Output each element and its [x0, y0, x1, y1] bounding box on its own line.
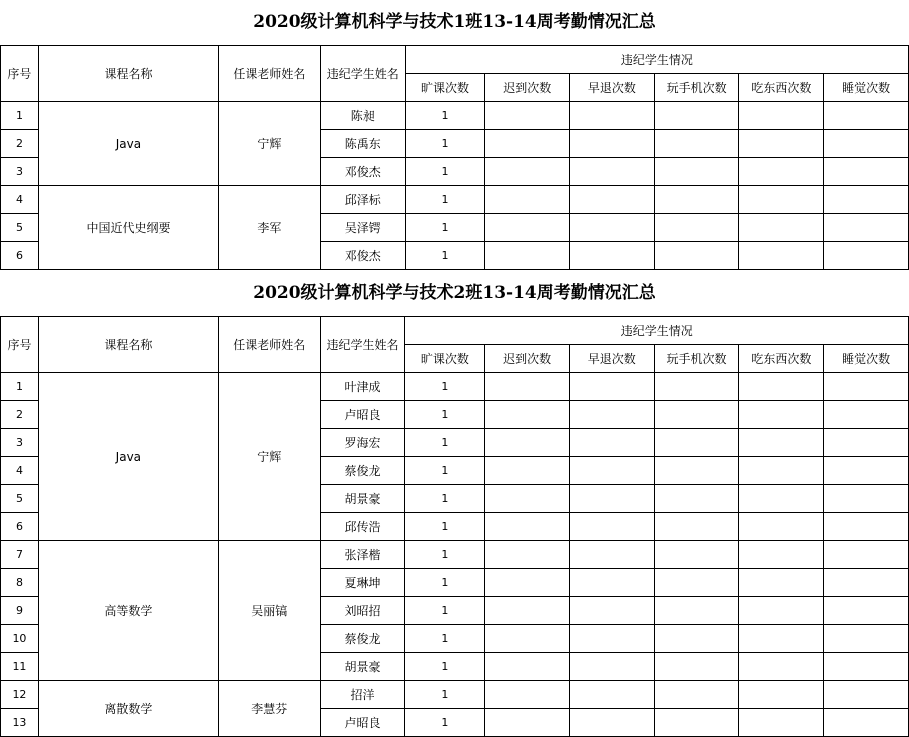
- late-count-cell: [485, 214, 570, 242]
- student-cell: 张泽楷: [320, 541, 405, 569]
- sleep-count-cell: [824, 597, 909, 625]
- sleep-count-header: 睡觉次数: [824, 345, 909, 373]
- sleep-count-cell: [824, 513, 909, 541]
- eat-count-cell: [739, 653, 824, 681]
- phone-count-cell: [654, 102, 739, 130]
- eat-count-cell: [739, 158, 824, 186]
- student-cell: 刘昭招: [320, 597, 405, 625]
- teacher-cell: 宁辉: [219, 102, 321, 186]
- table-row: [1, 186, 909, 214]
- sleep-count-cell: [824, 102, 909, 130]
- student-cell: 邓俊杰: [320, 158, 405, 186]
- course-cell: Java: [38, 373, 218, 541]
- sleep-count-cell: [824, 242, 909, 270]
- sleep-count-cell: [824, 457, 909, 485]
- phone-count-cell: [654, 242, 739, 270]
- seq-cell: 11: [1, 653, 39, 681]
- phone-count-cell: [654, 597, 739, 625]
- late-count-header: 迟到次数: [485, 345, 570, 373]
- absent-count-cell: 1: [405, 709, 485, 737]
- early-count-cell: [569, 485, 654, 513]
- seq-cell: 13: [1, 709, 39, 737]
- phone-count-cell: [654, 681, 739, 709]
- absent-count-cell: 1: [405, 681, 485, 709]
- absent-count-header: 旷课次数: [405, 345, 485, 373]
- sleep-count-cell: [824, 130, 909, 158]
- student-header: 违纪学生姓名: [320, 317, 405, 373]
- phone-count-cell: [654, 158, 739, 186]
- seq-cell: 7: [1, 541, 39, 569]
- student-cell: 胡景豪: [320, 485, 405, 513]
- table-row: [1, 102, 909, 130]
- table-row: [1, 541, 909, 569]
- phone-count-cell: [654, 513, 739, 541]
- early-count-cell: [569, 569, 654, 597]
- phone-count-cell: [654, 485, 739, 513]
- phone-count-cell: [654, 457, 739, 485]
- student-cell: 夏琳坤: [320, 569, 405, 597]
- eat-count-cell: [739, 429, 824, 457]
- late-count-cell: [485, 513, 570, 541]
- phone-count-header: 玩手机次数: [654, 74, 739, 102]
- class2-attendance-table: [0, 316, 909, 737]
- teacher-cell: 吴丽镐: [218, 541, 320, 681]
- phone-count-cell: [654, 429, 739, 457]
- phone-count-cell: [654, 569, 739, 597]
- eat-count-header: 吃东西次数: [739, 74, 824, 102]
- course-cell: Java: [38, 102, 218, 186]
- absent-count-cell: 1: [405, 541, 485, 569]
- sleep-count-cell: [824, 158, 909, 186]
- seq-cell: 4: [1, 186, 39, 214]
- sleep-count-header: 睡觉次数: [824, 74, 909, 102]
- student-cell: 邱传浩: [320, 513, 405, 541]
- early-count-cell: [570, 186, 655, 214]
- student-cell: 胡景豪: [320, 653, 405, 681]
- late-count-cell: [485, 653, 570, 681]
- teacher-cell: 宁辉: [218, 373, 320, 541]
- early-count-cell: [570, 214, 655, 242]
- student-cell: 卢昭良: [320, 709, 405, 737]
- table-row: [1, 373, 909, 401]
- early-count-cell: [569, 513, 654, 541]
- seq-cell: 5: [1, 214, 39, 242]
- header-row: [1, 46, 909, 74]
- absent-count-cell: 1: [405, 186, 485, 214]
- eat-count-cell: [739, 513, 824, 541]
- eat-count-cell: [739, 681, 824, 709]
- phone-count-header: 玩手机次数: [654, 345, 739, 373]
- student-cell: 陈禹东: [320, 130, 405, 158]
- early-count-cell: [570, 130, 655, 158]
- late-count-cell: [485, 681, 570, 709]
- early-count-cell: [570, 242, 655, 270]
- absent-count-cell: 1: [405, 158, 485, 186]
- course-cell: 高等数学: [38, 541, 218, 681]
- absent-count-cell: 1: [405, 513, 485, 541]
- late-count-cell: [485, 485, 570, 513]
- sleep-count-cell: [824, 653, 909, 681]
- seq-cell: 3: [1, 158, 39, 186]
- sleep-count-cell: [824, 541, 909, 569]
- early-count-cell: [569, 597, 654, 625]
- late-count-cell: [485, 597, 570, 625]
- student-cell: 邱泽标: [320, 186, 405, 214]
- early-count-cell: [569, 373, 654, 401]
- absent-count-cell: 1: [405, 130, 485, 158]
- early-count-cell: [569, 541, 654, 569]
- absent-count-cell: 1: [405, 597, 485, 625]
- early-count-cell: [569, 401, 654, 429]
- student-header: 违纪学生姓名: [320, 46, 405, 102]
- phone-count-cell: [654, 401, 739, 429]
- late-count-cell: [485, 569, 570, 597]
- eat-count-cell: [739, 214, 824, 242]
- eat-count-cell: [739, 457, 824, 485]
- late-count-header: 迟到次数: [485, 74, 570, 102]
- violation-group-header: 违纪学生情况: [405, 317, 909, 345]
- seq-cell: 1: [1, 102, 39, 130]
- late-count-cell: [485, 373, 570, 401]
- early-count-header: 早退次数: [570, 74, 655, 102]
- sleep-count-cell: [824, 681, 909, 709]
- seq-cell: 12: [1, 681, 39, 709]
- eat-count-cell: [739, 625, 824, 653]
- early-count-header: 早退次数: [569, 345, 654, 373]
- sleep-count-cell: [824, 429, 909, 457]
- phone-count-cell: [654, 709, 739, 737]
- early-count-cell: [569, 429, 654, 457]
- student-cell: 吴泽锷: [320, 214, 405, 242]
- absent-count-cell: 1: [405, 214, 485, 242]
- late-count-cell: [485, 130, 570, 158]
- student-cell: 叶津成: [320, 373, 405, 401]
- phone-count-cell: [654, 541, 739, 569]
- violation-group-header: 违纪学生情况: [405, 46, 908, 74]
- seq-header: 序号: [1, 46, 39, 102]
- student-cell: 罗海宏: [320, 429, 405, 457]
- early-count-cell: [569, 457, 654, 485]
- late-count-cell: [485, 186, 570, 214]
- sleep-count-cell: [824, 186, 909, 214]
- eat-count-cell: [739, 709, 824, 737]
- course-header: 课程名称: [38, 317, 218, 373]
- course-header: 课程名称: [38, 46, 218, 102]
- seq-cell: 4: [1, 457, 39, 485]
- student-cell: 招洋: [320, 681, 405, 709]
- seq-cell: 6: [1, 513, 39, 541]
- seq-header: 序号: [1, 317, 39, 373]
- eat-count-cell: [739, 102, 824, 130]
- eat-count-cell: [739, 186, 824, 214]
- phone-count-cell: [654, 653, 739, 681]
- table-row: [1, 681, 909, 709]
- teacher-cell: 李慧芬: [218, 681, 320, 737]
- phone-count-cell: [654, 214, 739, 242]
- eat-count-cell: [739, 401, 824, 429]
- sleep-count-cell: [824, 485, 909, 513]
- seq-cell: 3: [1, 429, 39, 457]
- sleep-count-cell: [824, 373, 909, 401]
- student-cell: 蔡俊龙: [320, 457, 405, 485]
- seq-cell: 1: [1, 373, 39, 401]
- eat-count-cell: [739, 242, 824, 270]
- seq-cell: 8: [1, 569, 39, 597]
- absent-count-cell: 1: [405, 401, 485, 429]
- absent-count-cell: 1: [405, 625, 485, 653]
- eat-count-cell: [739, 541, 824, 569]
- student-cell: 卢昭良: [320, 401, 405, 429]
- student-cell: 邓俊杰: [320, 242, 405, 270]
- absent-count-cell: 1: [405, 569, 485, 597]
- absent-count-cell: 1: [405, 653, 485, 681]
- early-count-cell: [569, 709, 654, 737]
- eat-count-header: 吃东西次数: [739, 345, 824, 373]
- teacher-header: 任课老师姓名: [219, 46, 321, 102]
- late-count-cell: [485, 625, 570, 653]
- eat-count-cell: [739, 485, 824, 513]
- absent-count-cell: 1: [405, 457, 485, 485]
- late-count-cell: [485, 401, 570, 429]
- teacher-cell: 李军: [219, 186, 321, 270]
- late-count-cell: [485, 541, 570, 569]
- late-count-cell: [485, 429, 570, 457]
- sleep-count-cell: [824, 709, 909, 737]
- seq-cell: 10: [1, 625, 39, 653]
- student-cell: 蔡俊龙: [320, 625, 405, 653]
- absent-count-header: 旷课次数: [405, 74, 485, 102]
- early-count-cell: [570, 158, 655, 186]
- late-count-cell: [485, 709, 570, 737]
- eat-count-cell: [739, 130, 824, 158]
- absent-count-cell: 1: [405, 429, 485, 457]
- early-count-cell: [569, 681, 654, 709]
- phone-count-cell: [654, 373, 739, 401]
- early-count-cell: [569, 653, 654, 681]
- class2-title: 2020级计算机科学与技术2班13-14周考勤情况汇总: [253, 283, 656, 303]
- phone-count-cell: [654, 186, 739, 214]
- phone-count-cell: [654, 625, 739, 653]
- sleep-count-cell: [824, 569, 909, 597]
- class1-title: 2020级计算机科学与技术1班13-14周考勤情况汇总: [253, 12, 656, 32]
- seq-cell: 5: [1, 485, 39, 513]
- late-count-cell: [485, 102, 570, 130]
- eat-count-cell: [739, 569, 824, 597]
- sleep-count-cell: [824, 625, 909, 653]
- early-count-cell: [570, 102, 655, 130]
- student-cell: 陈昶: [320, 102, 405, 130]
- absent-count-cell: 1: [405, 373, 485, 401]
- course-cell: 中国近代史纲要: [38, 186, 218, 270]
- absent-count-cell: 1: [405, 485, 485, 513]
- late-count-cell: [485, 242, 570, 270]
- course-cell: 离散数学: [38, 681, 218, 737]
- eat-count-cell: [739, 597, 824, 625]
- seq-cell: 6: [1, 242, 39, 270]
- teacher-header: 任课老师姓名: [218, 317, 320, 373]
- seq-cell: 2: [1, 401, 39, 429]
- eat-count-cell: [739, 373, 824, 401]
- seq-cell: 2: [1, 130, 39, 158]
- sleep-count-cell: [824, 214, 909, 242]
- absent-count-cell: 1: [405, 102, 485, 130]
- late-count-cell: [485, 158, 570, 186]
- late-count-cell: [485, 457, 570, 485]
- early-count-cell: [569, 625, 654, 653]
- phone-count-cell: [654, 130, 739, 158]
- absent-count-cell: 1: [405, 242, 485, 270]
- class1-attendance-table: [0, 45, 909, 270]
- seq-cell: 9: [1, 597, 39, 625]
- sleep-count-cell: [824, 401, 909, 429]
- header-row: [1, 317, 909, 345]
